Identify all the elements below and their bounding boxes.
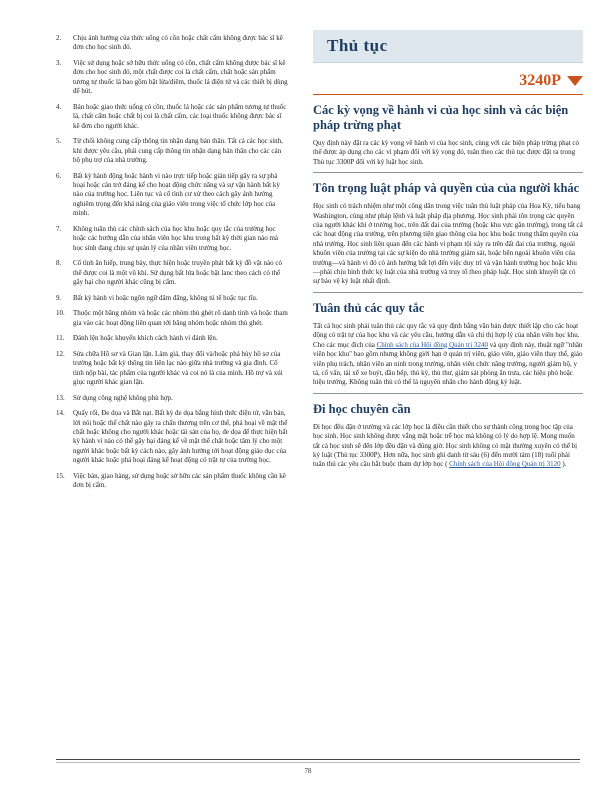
rule-list-item bbox=[56, 259, 288, 287]
section-body-attendance bbox=[313, 423, 583, 470]
section-divider bbox=[313, 393, 583, 394]
section-heading-expectations: Các kỳ vọng về hành vi của học sinh và các biện pháp trừng phạt bbox=[313, 103, 569, 132]
section-divider bbox=[313, 292, 583, 293]
policy-3120-link[interactable]: Chính sách của Hội đồng Quản trị 3120 bbox=[449, 460, 561, 469]
rule-text: Bất kỳ hành vi hoặc ngôn ngữ dâm đãng, không tú tế hoặc tục tĩu. bbox=[73, 293, 258, 302]
footer-rule-light bbox=[56, 762, 580, 763]
procedure-code: 3240P bbox=[519, 72, 561, 89]
rule-number: 5. bbox=[56, 137, 62, 146]
rule-number: 12. bbox=[56, 349, 65, 358]
rule-list-item bbox=[56, 103, 288, 131]
rule-list-item bbox=[56, 334, 288, 343]
procedure-code-row bbox=[313, 66, 583, 96]
rule-text: Đánh lện hoặc khuyến khích cách hành vi đánh lện. bbox=[73, 334, 218, 343]
rule-list-item bbox=[56, 309, 288, 328]
attendance-text-start: Đi học đều đặn ở trường và các lớp học là điều cần thiết cho sự thành công trong học tập của học sinh. Học sinh không được vắng mặt hoặc trễ học mà không có lý do hợp lệ. Mong muốn tất cả học sinh sẽ đến lớp đều đặn và đúng giờ. Học sinh không có mặt thường xuyên có thể bị kỷ luật (Thủ tục 3300P). Hơn nữa, học sinh ghi danh từ sáu (6) đến mười tám (18) tuổi phải tuân thủ các yêu cầu bắt buộc tham dự lớp học ( bbox=[313, 422, 578, 469]
rule-text: Sửa chữa Hồ sơ và Gian lận. Làm giả, thay đổi và/hoặc phá hủy hồ sơ của trường hoặc bất kỳ thông tin liên lạc nào giữa nhà trường và gia đình. Cố tình nộp bài, tác phẩm của người khác và coi nó là của mình. Hồ trợ và xúi giục người khác gian lận. bbox=[73, 349, 283, 387]
rule-number: 8. bbox=[56, 259, 62, 268]
rule-number: 14. bbox=[56, 409, 65, 418]
rule-text: Thuộc một băng nhóm và hoặc các nhóm thù ghét rõ danh tính và hoặc tham gia vào các hoạt động liên quan tới băng nhóm hoặc nhóm thù ghét. bbox=[73, 309, 288, 327]
rule-list-item bbox=[56, 350, 288, 388]
rule-list-item bbox=[56, 225, 288, 253]
rule-list-item bbox=[56, 472, 288, 491]
rule-number: 2. bbox=[56, 34, 62, 42]
rule-number: 7. bbox=[56, 224, 62, 233]
section-heading-comply-rules: Tuân thủ các quy tắc bbox=[313, 300, 425, 315]
rule-text: Việc bán, giao hàng, sử dụng hoặc sở hữu các sản phẩm thuốc không cần kê đơn bị cấm. bbox=[73, 471, 286, 490]
rule-number: 4. bbox=[56, 102, 62, 111]
procedure-banner bbox=[313, 30, 583, 63]
rule-list-item bbox=[56, 34, 288, 53]
rule-number: 10. bbox=[56, 309, 65, 318]
page-number: 78 bbox=[304, 767, 312, 775]
rule-list-item bbox=[56, 409, 288, 465]
rule-text: Sử dụng công nghệ không phù hợp. bbox=[73, 393, 173, 402]
rule-list-item bbox=[56, 137, 288, 165]
rule-number: 6. bbox=[56, 171, 62, 180]
rule-list-item bbox=[56, 172, 288, 219]
rule-list-item bbox=[56, 294, 288, 303]
rule-list-item bbox=[56, 394, 288, 403]
attendance-text-end: ). bbox=[562, 460, 567, 469]
rule-list bbox=[56, 34, 288, 497]
section-body-respect-law: Học sinh có trách nhiệm như một công dân trong việc tuân thủ luật pháp của Hoa Kỳ, tiểu bang Washington, cùng như pháp lệnh và luật pháp địa phương. Học sinh phải tôn trọng các quyền của người khác khi ở trường học, trên đất đai của trường (hoặc khu vực gần trường), trong tất cả các hoạt động của trường, trên phương tiện giao thông của học khu hoặc trong thẩm quyền của nhà trường. Học sinh liên quan đến các hành vi phạm tội xảy ra trên đất đai của trường, ngoài khuôn viên của trường tại các sự kiện do nhà trường giám sát, hoặc bên ngoài khuôn viên của trường—và hành vi đó có ảnh hưởng bất lợi đến việc duy trì và vận hành trường học hoặc khu—phải chịu hình thức kỷ luật của nhà trường và truy tố theo pháp luật. Học sinh khuyết tật có sự bảo vệ kỷ luật nhất định. bbox=[313, 202, 583, 286]
rule-text: Chịu ảnh hưởng của thức uống có cồn hoặc chất cấm không được bác sĩ kê đơn cho học sinh đó. bbox=[73, 34, 283, 52]
rule-number: 15. bbox=[56, 471, 65, 480]
footer-rule bbox=[56, 759, 580, 760]
rule-number: 11. bbox=[56, 334, 65, 343]
rule-number: 13. bbox=[56, 393, 65, 402]
section-body-expectations: Quy định này đặt ra các kỳ vọng về hành vi của học sinh, cùng với các biện pháp trừng phạt có thể được áp dụng cho các vi phạm đối với kỳ vọng đó, tuân theo các thủ tục được đặt ra trong Thủ tục 3300P đối với kỷ luật học sinh. bbox=[313, 139, 580, 166]
procedure-column bbox=[313, 30, 583, 474]
section-heading-attendance: Đi học chuyên cần bbox=[313, 401, 411, 416]
banner-title: Thủ tục bbox=[327, 36, 388, 55]
rule-text: Việc sử dụng hoặc sở hữu thức uống có cồn, chất cấm không được bác sĩ kê đơn cho học sinh đó, một chất được coi là chất cấm, chất hoặc sản phẩm tương tự thuốc lá bao gồm bật lửa/diêm, thuốc lá điện tử và các thiết bị dùng để hút. bbox=[73, 59, 288, 96]
triangle-down-icon bbox=[567, 76, 583, 86]
rule-text: Bất kỳ hành động hoặc hành vi nào trực tiếp hoặc gián tiếp gây ra sự phá hoại hoặc cản trở đáng kể cho hoạt động chức năng và sự vận hành bất kỳ nào của trường học. Liên tục và cố tình cư xử theo cách gây ảnh hưởng nghiêm trọng đến khả năng của giáo viên trong việc tổ chức lớp học của mình. bbox=[73, 171, 280, 218]
rule-text: Từ chối không cung cấp thông tin nhận dạng bản thân. Tất cả các học sinh, khi được yêu cầu, phải cung cấp thông tin nhận dạng bản thân cho các cán bộ phụ trợ của nhà trường. bbox=[73, 137, 283, 165]
comply-rules-text-end: và quy định này, thuật ngữ "nhân viên học khu" bao gồm nhưng không giới hạn ở quản trị viên, giáo viên, giáo viên thay thế, giáo viên phụ trách, nhân viên an ninh trong trường, nhân viên chức năng trường, người giám hộ, y tá, cố vấn, tài xế xe buýt, đầu bếp, thủ ký, thủ thư, giám sát phòng ăn trưa, các hiệu phó hoặc hiệu trưởng. Không tuân thủ có thể là nguyên nhân cho hành động kỷ luật. bbox=[313, 340, 583, 387]
code-divider bbox=[313, 94, 583, 95]
rule-number: 3. bbox=[56, 59, 62, 67]
rule-text: Bán hoặc giao thức uống có cồn, thuốc lá hoặc các sản phẩm tương tự thuốc lá, chất cấm hoặc chất bị coi là chất cấm, các loại thuốc không được bác sĩ kê đơn cho người khác. bbox=[73, 102, 287, 130]
comply-rules-text-start: Tất cả học sinh phải tuân thủ các quy tắc và quy định bằng văn bản được thiết lập cho các hoạt động có trật tự của học khu và các yêu cầu, hướng dẫn và chỉ thị hợp lý của nhân viên học khu. Cho các mục đích của bbox=[313, 321, 580, 349]
section-divider bbox=[313, 172, 583, 173]
policy-3240-link[interactable]: Chính sách của Hội đồng Quản trị 3240 bbox=[376, 340, 488, 349]
rule-text: Cố tình ăn hiếp, trung bày, thực hiện hoặc truyền phát bất kỳ đồ vật nào có thể được coi là một vũ khí. Sử dụng bất lửa hoặc bật lanc theo cách có thể gây hại cho người khác cũng bị cấm. bbox=[73, 259, 283, 287]
rule-list-item bbox=[56, 59, 288, 97]
section-body-comply-rules bbox=[313, 322, 583, 388]
rule-number: 9. bbox=[56, 293, 62, 302]
rule-text: Không tuân thủ các chính sách của học khu hoặc quy tắc của trường học hoặc các hướng dẫn của nhân viên học khu trong bất kỳ thời gian nào mà học sinh đang chịu sự quản lý của nhân viên trường học. bbox=[73, 224, 278, 252]
rule-text: Quấy rối, Đe dọa và Bắt nạt. Bất kỳ đe dọa bằng hình thức điện tử, văn bản, lời nói hoặc thể chất nào gây ra chấn thương trên cơ thể, phá hoại về mặt thể chất hoặc không cho người khác hoặc tài sản của họ, đe dọa để thực hiện bất kỳ hành vi nào có thể gây hại đáng kể về mặt thể chất hoặc tâm lý cho một người khác hoặc bất kỳ cách nào, gây ảnh hưởng tới hoạt động giáo dục của người khác hoặc phá hoại đáng kể hoạt động có trật tự của trường học. bbox=[73, 409, 288, 465]
section-heading-respect-law: Tôn trọng luật pháp và quyền của của người khác bbox=[313, 181, 580, 196]
